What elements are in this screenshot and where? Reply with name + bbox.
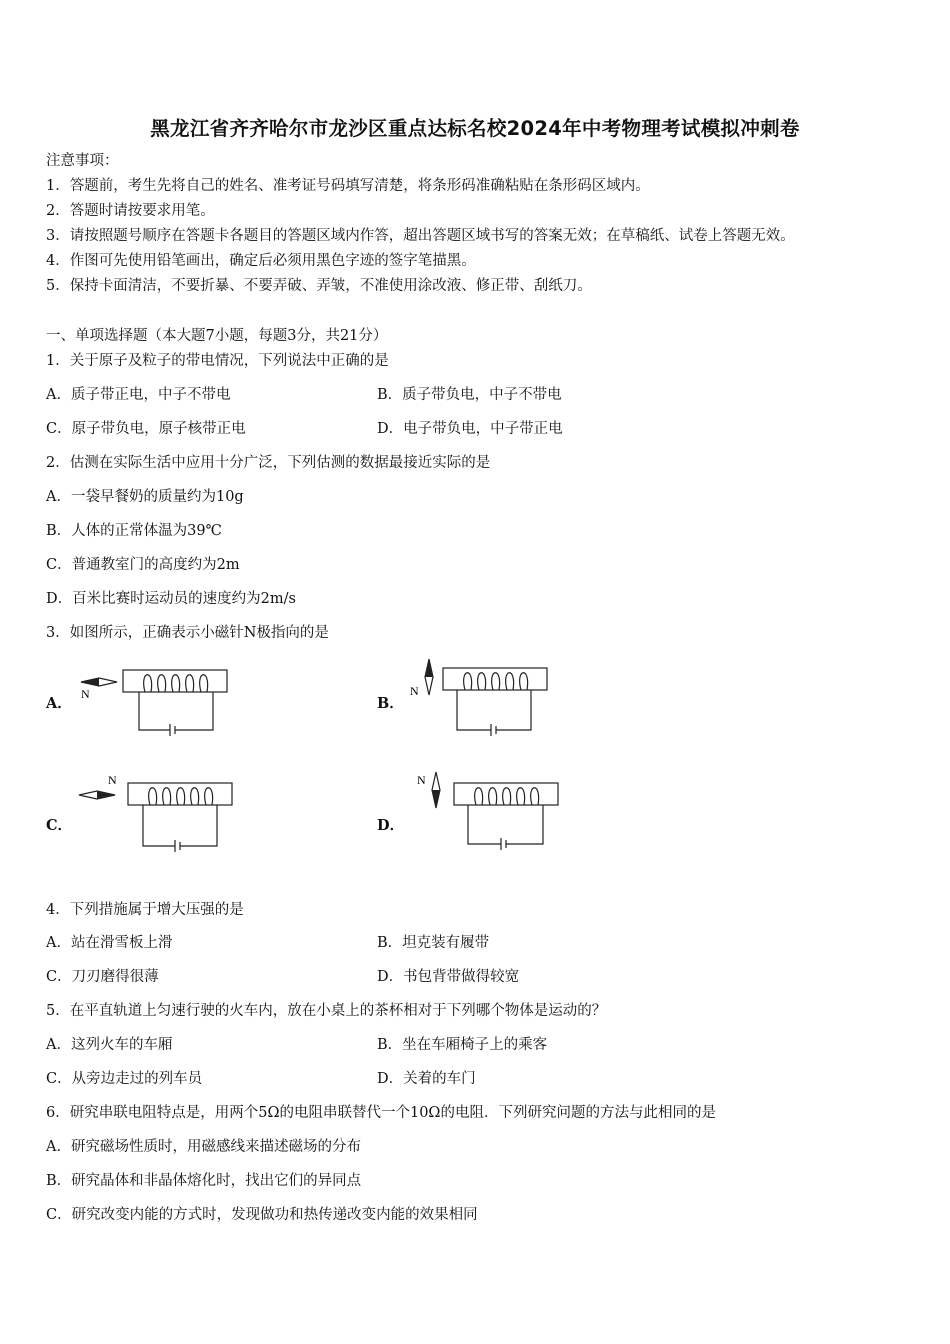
solenoid-figure-d: [412, 768, 572, 858]
needle-n-label: N: [410, 684, 419, 698]
question-stem: 4．下列措施属于增大压强的是: [46, 902, 244, 918]
section-heading: 一、单项选择题（本大题7小题，每题3分，共21分）: [46, 328, 388, 344]
compass-needle-n-end: [81, 678, 99, 686]
notice-heading: 注意事项：: [46, 153, 119, 169]
question-stem: 3．如图所示，正确表示小磁针N极指向的是: [46, 625, 329, 641]
option-d: D．关着的车门: [377, 1071, 476, 1087]
option-b-label: B．: [377, 695, 404, 712]
question-stem: 6．研究串联电阻特点是，用两个5Ω的电阻串联替代一个10Ω的电阻．下列研究问题的方法与此相同的是: [46, 1105, 716, 1121]
compass-needle-n-end: [425, 659, 433, 677]
option-c: C．研究改变内能的方式时，发现做功和热传递改变内能的效果相同: [46, 1207, 478, 1223]
option-a: A．质子带正电，中子不带电: [46, 387, 231, 403]
option-d: D．百米比赛时运动员的速度约为2m/s: [46, 591, 296, 607]
coil-wire: [144, 675, 208, 692]
option-b: B．研究晶体和非晶体熔化时，找出它们的异同点: [46, 1173, 362, 1189]
option-c: C．从旁边走过的列车员: [46, 1071, 203, 1087]
needle-n-label: N: [108, 773, 117, 787]
option-c: C．原子带负电，原子核带正电: [46, 421, 246, 437]
needle-n-label: N: [417, 773, 426, 787]
notice-item: 1．答题前，考生先将自己的姓名、准考证号码填写清楚，将条形码准确粘贴在条形码区域内。: [46, 178, 650, 194]
needle-n-label: N: [81, 687, 90, 701]
solenoid-core: [123, 670, 227, 692]
option-b: B．坐在车厢椅子上的乘客: [377, 1037, 548, 1053]
question-stem: 2．估测在实际生活中应用十分广泛，下列估测的数据最接近实际的是: [46, 455, 491, 471]
option-a: A．站在滑雪板上滑: [46, 935, 173, 951]
option-a: A．研究磁场性质时，用磁感线来描述磁场的分布: [46, 1139, 361, 1155]
compass-needle-n-end: [97, 791, 115, 799]
question-stem: 1．关于原子及粒子的带电情况，下列说法中正确的是: [46, 353, 389, 369]
option-a: A．一袋早餐奶的质量约为10g: [46, 489, 244, 505]
page-title: 黑龙江省齐齐哈尔市龙沙区重点达标名校2024年中考物理考试模拟冲刺卷: [150, 117, 800, 140]
solenoid-figure-c: [75, 768, 245, 858]
option-c-label: C．: [46, 817, 73, 834]
solenoid-figure-a: [75, 660, 245, 740]
option-d: D．书包背带做得较宽: [377, 969, 520, 985]
option-d-label: D．: [377, 817, 405, 834]
option-c: C．刀刃磨得很薄: [46, 969, 159, 985]
option-b: B．人体的正常体温为39℃: [46, 523, 222, 539]
option-a: A．这列火车的车厢: [46, 1037, 173, 1053]
option-c: C．普通教室门的高度约为2m: [46, 557, 240, 573]
question-stem: 5．在平直轨道上匀速行驶的火车内，放在小桌上的茶杯相对于下列哪个物体是运动的？: [46, 1003, 607, 1019]
option-a-label: A．: [46, 695, 72, 712]
compass-needle-n-end: [432, 790, 440, 808]
solenoid-figure-b: [405, 655, 565, 745]
option-d: D．电子带负电，中子带正电: [377, 421, 563, 437]
circuit-wire: [139, 692, 170, 730]
notice-item: 2．答题时请按要求用笔。: [46, 203, 215, 219]
notice-item: 4．作图可先使用铅笔画出，确定后必须用黑色字迹的签字笔描黑。: [46, 253, 476, 269]
notice-item: 5．保持卡面清洁，不要折暴、不要弄破、弄皱，不准使用涂改液、修正带、刮纸刀。: [46, 278, 592, 294]
option-b: B．质子带负电，中子不带电: [377, 387, 562, 403]
notice-item: 3．请按照题号顺序在答题卡各题目的答题区域内作答，超出答题区域书写的答案无效；在草稿纸、试卷上答题无效。: [46, 228, 795, 244]
circuit-wire: [175, 692, 213, 730]
option-b: B．坦克装有履带: [377, 935, 490, 951]
